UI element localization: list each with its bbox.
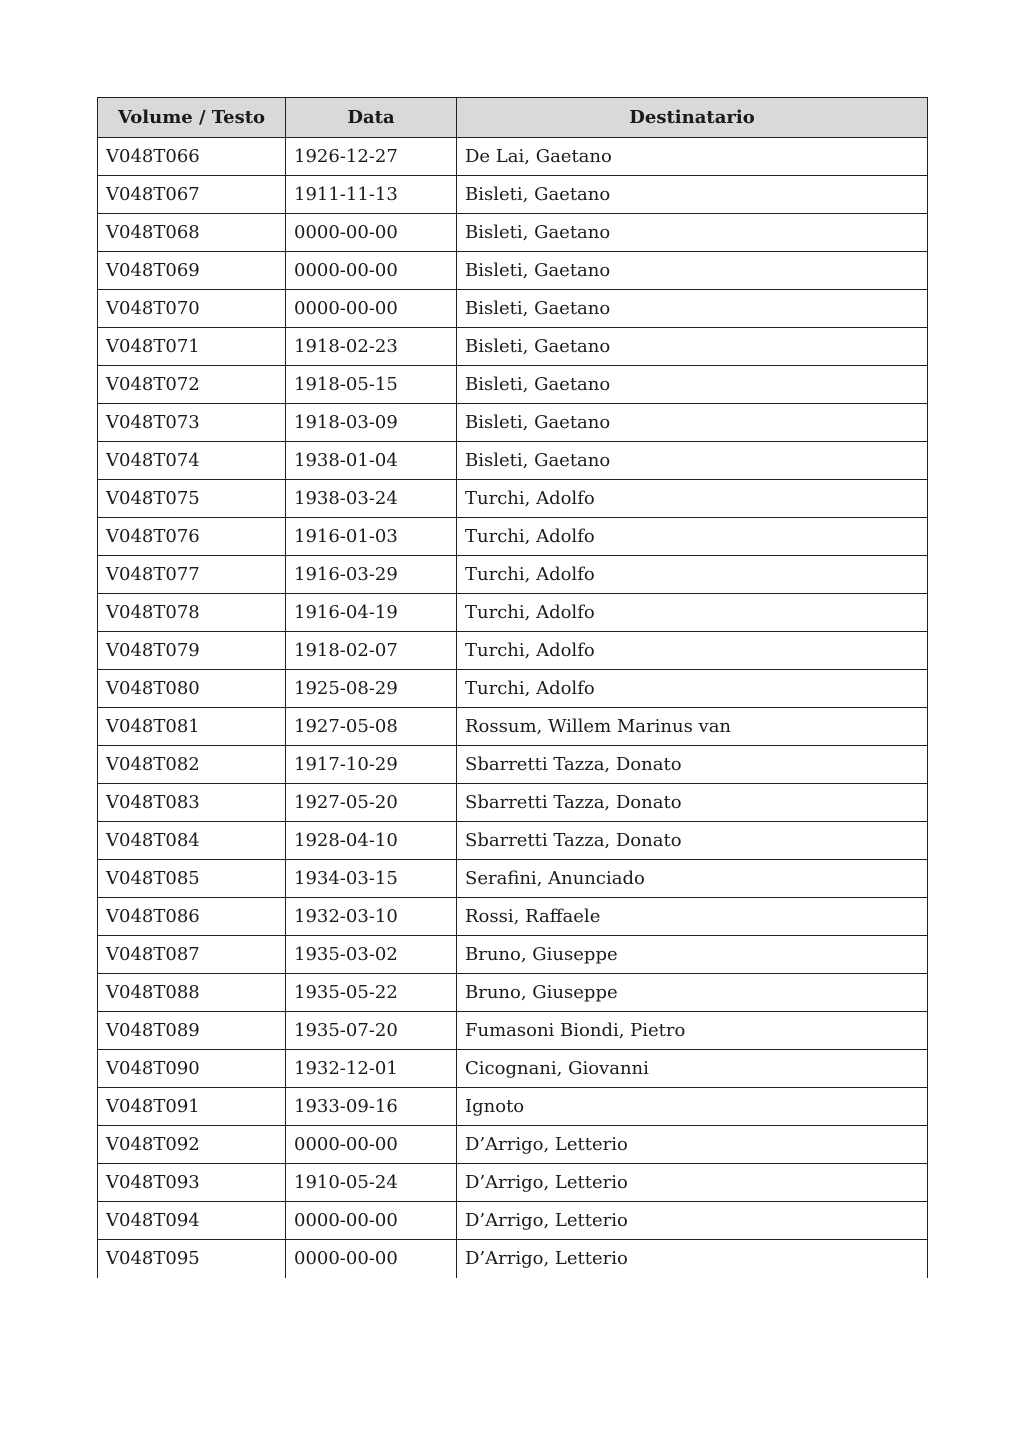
table-row [98,252,928,290]
cell-destinatario: Turchi, Adolfo [457,518,928,556]
cell-volume-testo: V048T083 [98,784,286,822]
cell-data: 0000-00-00 [286,1240,457,1278]
table-row [98,1088,928,1126]
cell-volume-testo: V048T069 [98,252,286,290]
cell-volume-testo: V048T066 [98,138,286,176]
cell-volume-testo: V048T094 [98,1202,286,1240]
table-row [98,594,928,632]
cell-volume-testo: V048T073 [98,404,286,442]
table-row [98,480,928,518]
cell-destinatario: Turchi, Adolfo [457,594,928,632]
table-row [98,1240,928,1278]
cell-volume-testo: V048T095 [98,1240,286,1278]
cell-destinatario: Bruno, Giuseppe [457,974,928,1012]
cell-volume-testo: V048T074 [98,442,286,480]
cell-data: 1927-05-08 [286,708,457,746]
cell-destinatario: Rossi, Raffaele [457,898,928,936]
cell-destinatario: Bisleti, Gaetano [457,214,928,252]
table-row [98,632,928,670]
cell-data: 1918-02-23 [286,328,457,366]
cell-volume-testo: V048T091 [98,1088,286,1126]
cell-destinatario: Turchi, Adolfo [457,480,928,518]
table-row [98,176,928,214]
column-header-destinatario: Destinatario [457,98,928,138]
cell-data: 1938-03-24 [286,480,457,518]
cell-destinatario: Bisleti, Gaetano [457,176,928,214]
cell-data: 1932-03-10 [286,898,457,936]
cell-volume-testo: V048T086 [98,898,286,936]
cell-data: 0000-00-00 [286,1126,457,1164]
cell-volume-testo: V048T087 [98,936,286,974]
cell-data: 1935-05-22 [286,974,457,1012]
cell-volume-testo: V048T085 [98,860,286,898]
table-row [98,556,928,594]
cell-volume-testo: V048T071 [98,328,286,366]
cell-data: 1916-04-19 [286,594,457,632]
table-row [98,1126,928,1164]
cell-destinatario: D’Arrigo, Letterio [457,1126,928,1164]
cell-destinatario: D’Arrigo, Letterio [457,1202,928,1240]
column-header-volume-testo: Volume / Testo [98,98,286,138]
table-row [98,784,928,822]
cell-data: 1928-04-10 [286,822,457,860]
table-row [98,708,928,746]
cell-data: 0000-00-00 [286,214,457,252]
cell-destinatario: Sbarretti Tazza, Donato [457,784,928,822]
cell-destinatario: Turchi, Adolfo [457,670,928,708]
cell-data: 1916-01-03 [286,518,457,556]
cell-data: 1918-02-07 [286,632,457,670]
cell-volume-testo: V048T077 [98,556,286,594]
cell-volume-testo: V048T082 [98,746,286,784]
cell-volume-testo: V048T090 [98,1050,286,1088]
cell-destinatario: D’Arrigo, Letterio [457,1164,928,1202]
cell-destinatario: Bisleti, Gaetano [457,290,928,328]
cell-data: 0000-00-00 [286,1202,457,1240]
table-row [98,860,928,898]
table-row [98,1202,928,1240]
cell-destinatario: Rossum, Willem Marinus van [457,708,928,746]
cell-volume-testo: V048T067 [98,176,286,214]
cell-volume-testo: V048T075 [98,480,286,518]
cell-data: 1916-03-29 [286,556,457,594]
column-header-data: Data [286,98,457,138]
cell-volume-testo: V048T080 [98,670,286,708]
cell-destinatario: Sbarretti Tazza, Donato [457,746,928,784]
cell-data: 1917-10-29 [286,746,457,784]
cell-destinatario: Ignoto [457,1088,928,1126]
cell-volume-testo: V048T093 [98,1164,286,1202]
cell-destinatario: Bisleti, Gaetano [457,252,928,290]
cell-volume-testo: V048T081 [98,708,286,746]
cell-data: 0000-00-00 [286,290,457,328]
table-row [98,670,928,708]
table-row [98,214,928,252]
cell-data: 1910-05-24 [286,1164,457,1202]
table-row [98,936,928,974]
cell-data: 1932-12-01 [286,1050,457,1088]
cell-destinatario: Bisleti, Gaetano [457,366,928,404]
table-row [98,518,928,556]
cell-destinatario: Turchi, Adolfo [457,632,928,670]
cell-volume-testo: V048T079 [98,632,286,670]
cell-data: 1918-05-15 [286,366,457,404]
cell-volume-testo: V048T092 [98,1126,286,1164]
table-body [98,138,928,1278]
cell-volume-testo: V048T078 [98,594,286,632]
table-row [98,1012,928,1050]
cell-destinatario: Cicognani, Giovanni [457,1050,928,1088]
cell-data: 1918-03-09 [286,404,457,442]
cell-destinatario: Serafini, Anunciado [457,860,928,898]
cell-volume-testo: V048T084 [98,822,286,860]
cell-volume-testo: V048T072 [98,366,286,404]
cell-data: 1933-09-16 [286,1088,457,1126]
table-row [98,898,928,936]
cell-destinatario: Bisleti, Gaetano [457,328,928,366]
cell-volume-testo: V048T088 [98,974,286,1012]
table-row [98,138,928,176]
table-row [98,404,928,442]
cell-data: 1935-07-20 [286,1012,457,1050]
cell-destinatario: Fumasoni Biondi, Pietro [457,1012,928,1050]
cell-volume-testo: V048T089 [98,1012,286,1050]
cell-data: 1934-03-15 [286,860,457,898]
cell-volume-testo: V048T076 [98,518,286,556]
cell-destinatario: De Lai, Gaetano [457,138,928,176]
table-row [98,290,928,328]
cell-data: 1935-03-02 [286,936,457,974]
cell-destinatario: Sbarretti Tazza, Donato [457,822,928,860]
cell-volume-testo: V048T068 [98,214,286,252]
cell-data: 1925-08-29 [286,670,457,708]
letters-table [97,97,928,1278]
cell-destinatario: Turchi, Adolfo [457,556,928,594]
cell-destinatario: Bisleti, Gaetano [457,442,928,480]
cell-destinatario: D’Arrigo, Letterio [457,1240,928,1278]
table-row [98,366,928,404]
cell-data: 1927-05-20 [286,784,457,822]
table-row [98,442,928,480]
table-row [98,746,928,784]
cell-destinatario: Bruno, Giuseppe [457,936,928,974]
header-row [98,98,928,138]
table-row [98,328,928,366]
table-row [98,974,928,1012]
cell-volume-testo: V048T070 [98,290,286,328]
cell-data: 0000-00-00 [286,252,457,290]
cell-destinatario: Bisleti, Gaetano [457,404,928,442]
cell-data: 1938-01-04 [286,442,457,480]
table-header [98,98,928,138]
table-row [98,1050,928,1088]
table-row [98,1164,928,1202]
cell-data: 1926-12-27 [286,138,457,176]
cell-data: 1911-11-13 [286,176,457,214]
table-row [98,822,928,860]
